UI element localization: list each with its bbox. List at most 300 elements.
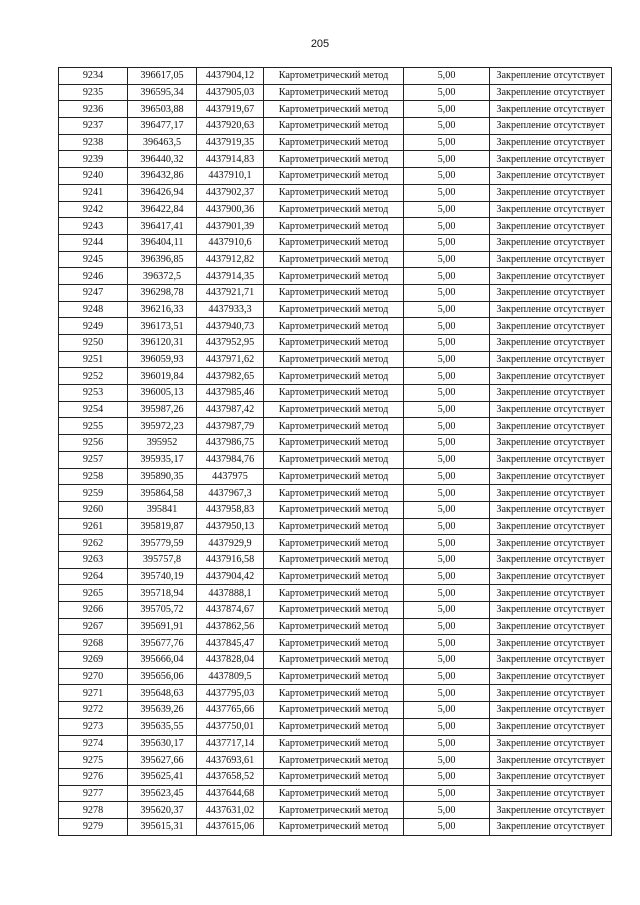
- x-coordinate-cell: 396503,88: [128, 101, 197, 118]
- status-cell: Закрепление отсутствует: [490, 134, 612, 151]
- x-coordinate-cell: 395627,66: [128, 752, 197, 769]
- x-coordinate-cell: 395656,06: [128, 668, 197, 685]
- status-cell: Закрепление отсутствует: [490, 718, 612, 735]
- accuracy-cell: 5,00: [404, 702, 490, 719]
- point-number-cell: 9271: [59, 685, 128, 702]
- y-coordinate-cell: 4437967,3: [197, 485, 264, 502]
- point-number-cell: 9246: [59, 268, 128, 285]
- point-number-cell: 9261: [59, 518, 128, 535]
- x-coordinate-cell: 395635,55: [128, 718, 197, 735]
- method-cell: Картометрический метод: [264, 335, 404, 352]
- accuracy-cell: 5,00: [404, 735, 490, 752]
- point-number-cell: 9239: [59, 151, 128, 168]
- method-cell: Картометрический метод: [264, 735, 404, 752]
- point-number-cell: 9251: [59, 351, 128, 368]
- y-coordinate-cell: 4437958,83: [197, 501, 264, 518]
- y-coordinate-cell: 4437975: [197, 468, 264, 485]
- y-coordinate-cell: 4437916,58: [197, 551, 264, 568]
- y-coordinate-cell: 4437631,02: [197, 802, 264, 819]
- y-coordinate-cell: 4437902,37: [197, 184, 264, 201]
- x-coordinate-cell: 395648,63: [128, 685, 197, 702]
- point-number-cell: 9256: [59, 435, 128, 452]
- status-cell: Закрепление отсутствует: [490, 201, 612, 218]
- y-coordinate-cell: 4437987,42: [197, 401, 264, 418]
- x-coordinate-cell: 395779,59: [128, 535, 197, 552]
- accuracy-cell: 5,00: [404, 318, 490, 335]
- table-row: [59, 735, 612, 752]
- accuracy-cell: 5,00: [404, 585, 490, 602]
- method-cell: Картометрический метод: [264, 668, 404, 685]
- point-number-cell: 9238: [59, 134, 128, 151]
- status-cell: Закрепление отсутствует: [490, 301, 612, 318]
- accuracy-cell: 5,00: [404, 368, 490, 385]
- status-cell: Закрепление отсутствует: [490, 84, 612, 101]
- accuracy-cell: 5,00: [404, 752, 490, 769]
- y-coordinate-cell: 4437900,36: [197, 201, 264, 218]
- point-number-cell: 9259: [59, 485, 128, 502]
- accuracy-cell: 5,00: [404, 818, 490, 835]
- x-coordinate-cell: 396595,34: [128, 84, 197, 101]
- point-number-cell: 9277: [59, 785, 128, 802]
- point-number-cell: 9252: [59, 368, 128, 385]
- x-coordinate-cell: 395935,17: [128, 451, 197, 468]
- method-cell: Картометрический метод: [264, 768, 404, 785]
- x-coordinate-cell: 395666,04: [128, 652, 197, 669]
- table-row: [59, 585, 612, 602]
- point-number-cell: 9234: [59, 68, 128, 85]
- accuracy-cell: 5,00: [404, 184, 490, 201]
- method-cell: Картометрический метод: [264, 168, 404, 185]
- table-row: [59, 551, 612, 568]
- point-number-cell: 9257: [59, 451, 128, 468]
- method-cell: Картометрический метод: [264, 268, 404, 285]
- status-cell: Закрепление отсутствует: [490, 668, 612, 685]
- status-cell: Закрепление отсутствует: [490, 184, 612, 201]
- table-row: [59, 668, 612, 685]
- method-cell: Картометрический метод: [264, 418, 404, 435]
- table-row: [59, 301, 612, 318]
- accuracy-cell: 5,00: [404, 335, 490, 352]
- y-coordinate-cell: 4437985,46: [197, 385, 264, 402]
- x-coordinate-cell: 396298,78: [128, 284, 197, 301]
- x-coordinate-cell: 396463,5: [128, 134, 197, 151]
- accuracy-cell: 5,00: [404, 635, 490, 652]
- status-cell: Закрепление отсутствует: [490, 585, 612, 602]
- y-coordinate-cell: 4437874,67: [197, 602, 264, 619]
- accuracy-cell: 5,00: [404, 652, 490, 669]
- point-number-cell: 9264: [59, 568, 128, 585]
- x-coordinate-cell: 396617,05: [128, 68, 197, 85]
- point-number-cell: 9278: [59, 802, 128, 819]
- status-cell: Закрепление отсутствует: [490, 768, 612, 785]
- point-number-cell: 9236: [59, 101, 128, 118]
- status-cell: Закрепление отсутствует: [490, 602, 612, 619]
- table-row: [59, 652, 612, 669]
- status-cell: Закрепление отсутствует: [490, 451, 612, 468]
- x-coordinate-cell: 396173,51: [128, 318, 197, 335]
- y-coordinate-cell: 4437717,14: [197, 735, 264, 752]
- status-cell: Закрепление отсутствует: [490, 485, 612, 502]
- point-number-cell: 9254: [59, 401, 128, 418]
- point-number-cell: 9269: [59, 652, 128, 669]
- point-number-cell: 9270: [59, 668, 128, 685]
- point-number-cell: 9245: [59, 251, 128, 268]
- y-coordinate-cell: 4437987,79: [197, 418, 264, 435]
- point-number-cell: 9262: [59, 535, 128, 552]
- x-coordinate-cell: 396422,84: [128, 201, 197, 218]
- status-cell: Закрепление отсутствует: [490, 468, 612, 485]
- method-cell: Картометрический метод: [264, 118, 404, 135]
- status-cell: Закрепление отсутствует: [490, 335, 612, 352]
- coordinates-table-body: [59, 68, 612, 836]
- table-row: [59, 234, 612, 251]
- status-cell: Закрепление отсутствует: [490, 168, 612, 185]
- x-coordinate-cell: 396372,5: [128, 268, 197, 285]
- y-coordinate-cell: 4437910,6: [197, 234, 264, 251]
- point-number-cell: 9253: [59, 385, 128, 402]
- table-row: [59, 418, 612, 435]
- point-number-cell: 9275: [59, 752, 128, 769]
- point-number-cell: 9255: [59, 418, 128, 435]
- table-row: [59, 251, 612, 268]
- method-cell: Картометрический метод: [264, 535, 404, 552]
- x-coordinate-cell: 395987,26: [128, 401, 197, 418]
- table-row: [59, 518, 612, 535]
- y-coordinate-cell: 4437904,42: [197, 568, 264, 585]
- table-row: [59, 635, 612, 652]
- y-coordinate-cell: 4437914,35: [197, 268, 264, 285]
- status-cell: Закрепление отсутствует: [490, 818, 612, 835]
- table-row: [59, 501, 612, 518]
- method-cell: Картометрический метод: [264, 551, 404, 568]
- status-cell: Закрепление отсутствует: [490, 385, 612, 402]
- table-row: [59, 168, 612, 185]
- x-coordinate-cell: 396005,13: [128, 385, 197, 402]
- status-cell: Закрепление отсутствует: [490, 551, 612, 568]
- method-cell: Картометрический метод: [264, 568, 404, 585]
- x-coordinate-cell: 396019,84: [128, 368, 197, 385]
- accuracy-cell: 5,00: [404, 435, 490, 452]
- x-coordinate-cell: 396120,31: [128, 335, 197, 352]
- x-coordinate-cell: 395639,26: [128, 702, 197, 719]
- accuracy-cell: 5,00: [404, 385, 490, 402]
- y-coordinate-cell: 4437940,73: [197, 318, 264, 335]
- y-coordinate-cell: 4437982,65: [197, 368, 264, 385]
- table-row: [59, 451, 612, 468]
- status-cell: Закрепление отсутствует: [490, 268, 612, 285]
- table-row: [59, 351, 612, 368]
- y-coordinate-cell: 4437971,62: [197, 351, 264, 368]
- accuracy-cell: 5,00: [404, 234, 490, 251]
- table-row: [59, 268, 612, 285]
- accuracy-cell: 5,00: [404, 668, 490, 685]
- status-cell: Закрепление отсутствует: [490, 435, 612, 452]
- x-coordinate-cell: 395952: [128, 435, 197, 452]
- status-cell: Закрепление отсутствует: [490, 118, 612, 135]
- y-coordinate-cell: 4437952,95: [197, 335, 264, 352]
- status-cell: Закрепление отсутствует: [490, 284, 612, 301]
- method-cell: Картометрический метод: [264, 451, 404, 468]
- method-cell: Картометрический метод: [264, 134, 404, 151]
- table-row: [59, 468, 612, 485]
- accuracy-cell: 5,00: [404, 718, 490, 735]
- status-cell: Закрепление отсутствует: [490, 518, 612, 535]
- x-coordinate-cell: 395972,23: [128, 418, 197, 435]
- accuracy-cell: 5,00: [404, 118, 490, 135]
- x-coordinate-cell: 395864,58: [128, 485, 197, 502]
- x-coordinate-cell: 396440,32: [128, 151, 197, 168]
- y-coordinate-cell: 4437986,75: [197, 435, 264, 452]
- status-cell: Закрепление отсутствует: [490, 401, 612, 418]
- point-number-cell: 9244: [59, 234, 128, 251]
- accuracy-cell: 5,00: [404, 101, 490, 118]
- table-row: [59, 602, 612, 619]
- status-cell: Закрепление отсутствует: [490, 568, 612, 585]
- method-cell: Картометрический метод: [264, 84, 404, 101]
- status-cell: Закрепление отсутствует: [490, 652, 612, 669]
- point-number-cell: 9273: [59, 718, 128, 735]
- method-cell: Картометрический метод: [264, 351, 404, 368]
- point-number-cell: 9272: [59, 702, 128, 719]
- table-row: [59, 151, 612, 168]
- method-cell: Картометрический метод: [264, 385, 404, 402]
- table-row: [59, 485, 612, 502]
- method-cell: Картометрический метод: [264, 802, 404, 819]
- method-cell: Картометрический метод: [264, 284, 404, 301]
- method-cell: Картометрический метод: [264, 101, 404, 118]
- x-coordinate-cell: 396477,17: [128, 118, 197, 135]
- point-number-cell: 9260: [59, 501, 128, 518]
- accuracy-cell: 5,00: [404, 485, 490, 502]
- method-cell: Картометрический метод: [264, 251, 404, 268]
- accuracy-cell: 5,00: [404, 134, 490, 151]
- y-coordinate-cell: 4437795,03: [197, 685, 264, 702]
- accuracy-cell: 5,00: [404, 785, 490, 802]
- status-cell: Закрепление отсутствует: [490, 234, 612, 251]
- x-coordinate-cell: 396417,41: [128, 218, 197, 235]
- y-coordinate-cell: 4437929,9: [197, 535, 264, 552]
- method-cell: Картометрический метод: [264, 318, 404, 335]
- table-row: [59, 84, 612, 101]
- status-cell: Закрепление отсутствует: [490, 635, 612, 652]
- table-row: [59, 385, 612, 402]
- y-coordinate-cell: 4437644,68: [197, 785, 264, 802]
- point-number-cell: 9265: [59, 585, 128, 602]
- accuracy-cell: 5,00: [404, 68, 490, 85]
- status-cell: Закрепление отсутствует: [490, 368, 612, 385]
- accuracy-cell: 5,00: [404, 268, 490, 285]
- accuracy-cell: 5,00: [404, 201, 490, 218]
- status-cell: Закрепление отсутствует: [490, 218, 612, 235]
- y-coordinate-cell: 4437750,01: [197, 718, 264, 735]
- x-coordinate-cell: 395819,87: [128, 518, 197, 535]
- method-cell: Картометрический метод: [264, 435, 404, 452]
- table-row: [59, 768, 612, 785]
- status-cell: Закрепление отсутствует: [490, 752, 612, 769]
- status-cell: Закрепление отсутствует: [490, 151, 612, 168]
- status-cell: Закрепление отсутствует: [490, 351, 612, 368]
- x-coordinate-cell: 396216,33: [128, 301, 197, 318]
- method-cell: Картометрический метод: [264, 685, 404, 702]
- x-coordinate-cell: 395615,31: [128, 818, 197, 835]
- status-cell: Закрепление отсутствует: [490, 685, 612, 702]
- status-cell: Закрепление отсутствует: [490, 702, 612, 719]
- table-row: [59, 802, 612, 819]
- y-coordinate-cell: 4437828,04: [197, 652, 264, 669]
- y-coordinate-cell: 4437845,47: [197, 635, 264, 652]
- accuracy-cell: 5,00: [404, 451, 490, 468]
- table-row: [59, 335, 612, 352]
- x-coordinate-cell: 395691,91: [128, 618, 197, 635]
- accuracy-cell: 5,00: [404, 284, 490, 301]
- x-coordinate-cell: 396426,94: [128, 184, 197, 201]
- x-coordinate-cell: 395718,94: [128, 585, 197, 602]
- y-coordinate-cell: 4437888,1: [197, 585, 264, 602]
- table-row: [59, 284, 612, 301]
- table-row: [59, 702, 612, 719]
- x-coordinate-cell: 395841: [128, 501, 197, 518]
- method-cell: Картометрический метод: [264, 184, 404, 201]
- x-coordinate-cell: 395890,35: [128, 468, 197, 485]
- page-number: 205: [310, 38, 330, 50]
- y-coordinate-cell: 4437658,52: [197, 768, 264, 785]
- x-coordinate-cell: 395625,41: [128, 768, 197, 785]
- accuracy-cell: 5,00: [404, 535, 490, 552]
- point-number-cell: 9243: [59, 218, 128, 235]
- method-cell: Картометрический метод: [264, 752, 404, 769]
- method-cell: Картометрический метод: [264, 785, 404, 802]
- table-row: [59, 134, 612, 151]
- accuracy-cell: 5,00: [404, 351, 490, 368]
- point-number-cell: 9279: [59, 818, 128, 835]
- table-row: [59, 401, 612, 418]
- table-row: [59, 101, 612, 118]
- table-row: [59, 184, 612, 201]
- method-cell: Картометрический метод: [264, 68, 404, 85]
- accuracy-cell: 5,00: [404, 418, 490, 435]
- method-cell: Картометрический метод: [264, 201, 404, 218]
- y-coordinate-cell: 4437901,39: [197, 218, 264, 235]
- method-cell: Картометрический метод: [264, 368, 404, 385]
- accuracy-cell: 5,00: [404, 251, 490, 268]
- accuracy-cell: 5,00: [404, 501, 490, 518]
- point-number-cell: 9263: [59, 551, 128, 568]
- x-coordinate-cell: 396404,11: [128, 234, 197, 251]
- method-cell: Картометрический метод: [264, 718, 404, 735]
- table-row: [59, 68, 612, 85]
- method-cell: Картометрический метод: [264, 151, 404, 168]
- y-coordinate-cell: 4437905,03: [197, 84, 264, 101]
- point-number-cell: 9237: [59, 118, 128, 135]
- y-coordinate-cell: 4437921,71: [197, 284, 264, 301]
- accuracy-cell: 5,00: [404, 568, 490, 585]
- x-coordinate-cell: 395630,17: [128, 735, 197, 752]
- table-row: [59, 118, 612, 135]
- y-coordinate-cell: 4437919,67: [197, 101, 264, 118]
- accuracy-cell: 5,00: [404, 218, 490, 235]
- status-cell: Закрепление отсутствует: [490, 101, 612, 118]
- accuracy-cell: 5,00: [404, 618, 490, 635]
- accuracy-cell: 5,00: [404, 518, 490, 535]
- point-number-cell: 9235: [59, 84, 128, 101]
- status-cell: Закрепление отсутствует: [490, 535, 612, 552]
- table-row: [59, 435, 612, 452]
- status-cell: Закрепление отсутствует: [490, 501, 612, 518]
- point-number-cell: 9250: [59, 335, 128, 352]
- table-row: [59, 618, 612, 635]
- x-coordinate-cell: 395705,72: [128, 602, 197, 619]
- point-number-cell: 9276: [59, 768, 128, 785]
- accuracy-cell: 5,00: [404, 401, 490, 418]
- table-row: [59, 368, 612, 385]
- method-cell: Картометрический метод: [264, 618, 404, 635]
- status-cell: Закрепление отсутствует: [490, 735, 612, 752]
- y-coordinate-cell: 4437950,13: [197, 518, 264, 535]
- y-coordinate-cell: 4437809,5: [197, 668, 264, 685]
- accuracy-cell: 5,00: [404, 151, 490, 168]
- status-cell: Закрепление отсутствует: [490, 418, 612, 435]
- method-cell: Картометрический метод: [264, 702, 404, 719]
- method-cell: Картометрический метод: [264, 468, 404, 485]
- table-row: [59, 718, 612, 735]
- point-number-cell: 9249: [59, 318, 128, 335]
- y-coordinate-cell: 4437933,3: [197, 301, 264, 318]
- x-coordinate-cell: 395757,8: [128, 551, 197, 568]
- table-row: [59, 818, 612, 835]
- accuracy-cell: 5,00: [404, 551, 490, 568]
- table-row: [59, 201, 612, 218]
- point-number-cell: 9274: [59, 735, 128, 752]
- accuracy-cell: 5,00: [404, 802, 490, 819]
- table-row: [59, 752, 612, 769]
- x-coordinate-cell: 395740,19: [128, 568, 197, 585]
- point-number-cell: 9267: [59, 618, 128, 635]
- point-number-cell: 9268: [59, 635, 128, 652]
- y-coordinate-cell: 4437615,06: [197, 818, 264, 835]
- status-cell: Закрепление отсутствует: [490, 785, 612, 802]
- y-coordinate-cell: 4437912,82: [197, 251, 264, 268]
- method-cell: Картометрический метод: [264, 501, 404, 518]
- method-cell: Картометрический метод: [264, 585, 404, 602]
- status-cell: Закрепление отсутствует: [490, 802, 612, 819]
- method-cell: Картометрический метод: [264, 401, 404, 418]
- point-number-cell: 9241: [59, 184, 128, 201]
- point-number-cell: 9258: [59, 468, 128, 485]
- x-coordinate-cell: 396059,93: [128, 351, 197, 368]
- status-cell: Закрепление отсутствует: [490, 68, 612, 85]
- method-cell: Картометрический метод: [264, 818, 404, 835]
- point-number-cell: 9247: [59, 284, 128, 301]
- x-coordinate-cell: 395677,76: [128, 635, 197, 652]
- method-cell: Картометрический метод: [264, 234, 404, 251]
- point-number-cell: 9248: [59, 301, 128, 318]
- method-cell: Картометрический метод: [264, 301, 404, 318]
- table-row: [59, 785, 612, 802]
- accuracy-cell: 5,00: [404, 685, 490, 702]
- accuracy-cell: 5,00: [404, 602, 490, 619]
- table-row: [59, 218, 612, 235]
- point-number-cell: 9266: [59, 602, 128, 619]
- method-cell: Картометрический метод: [264, 652, 404, 669]
- table-row: [59, 568, 612, 585]
- x-coordinate-cell: 395623,45: [128, 785, 197, 802]
- point-number-cell: 9240: [59, 168, 128, 185]
- point-number-cell: 9242: [59, 201, 128, 218]
- accuracy-cell: 5,00: [404, 301, 490, 318]
- method-cell: Картометрический метод: [264, 485, 404, 502]
- y-coordinate-cell: 4437904,12: [197, 68, 264, 85]
- x-coordinate-cell: 396432,86: [128, 168, 197, 185]
